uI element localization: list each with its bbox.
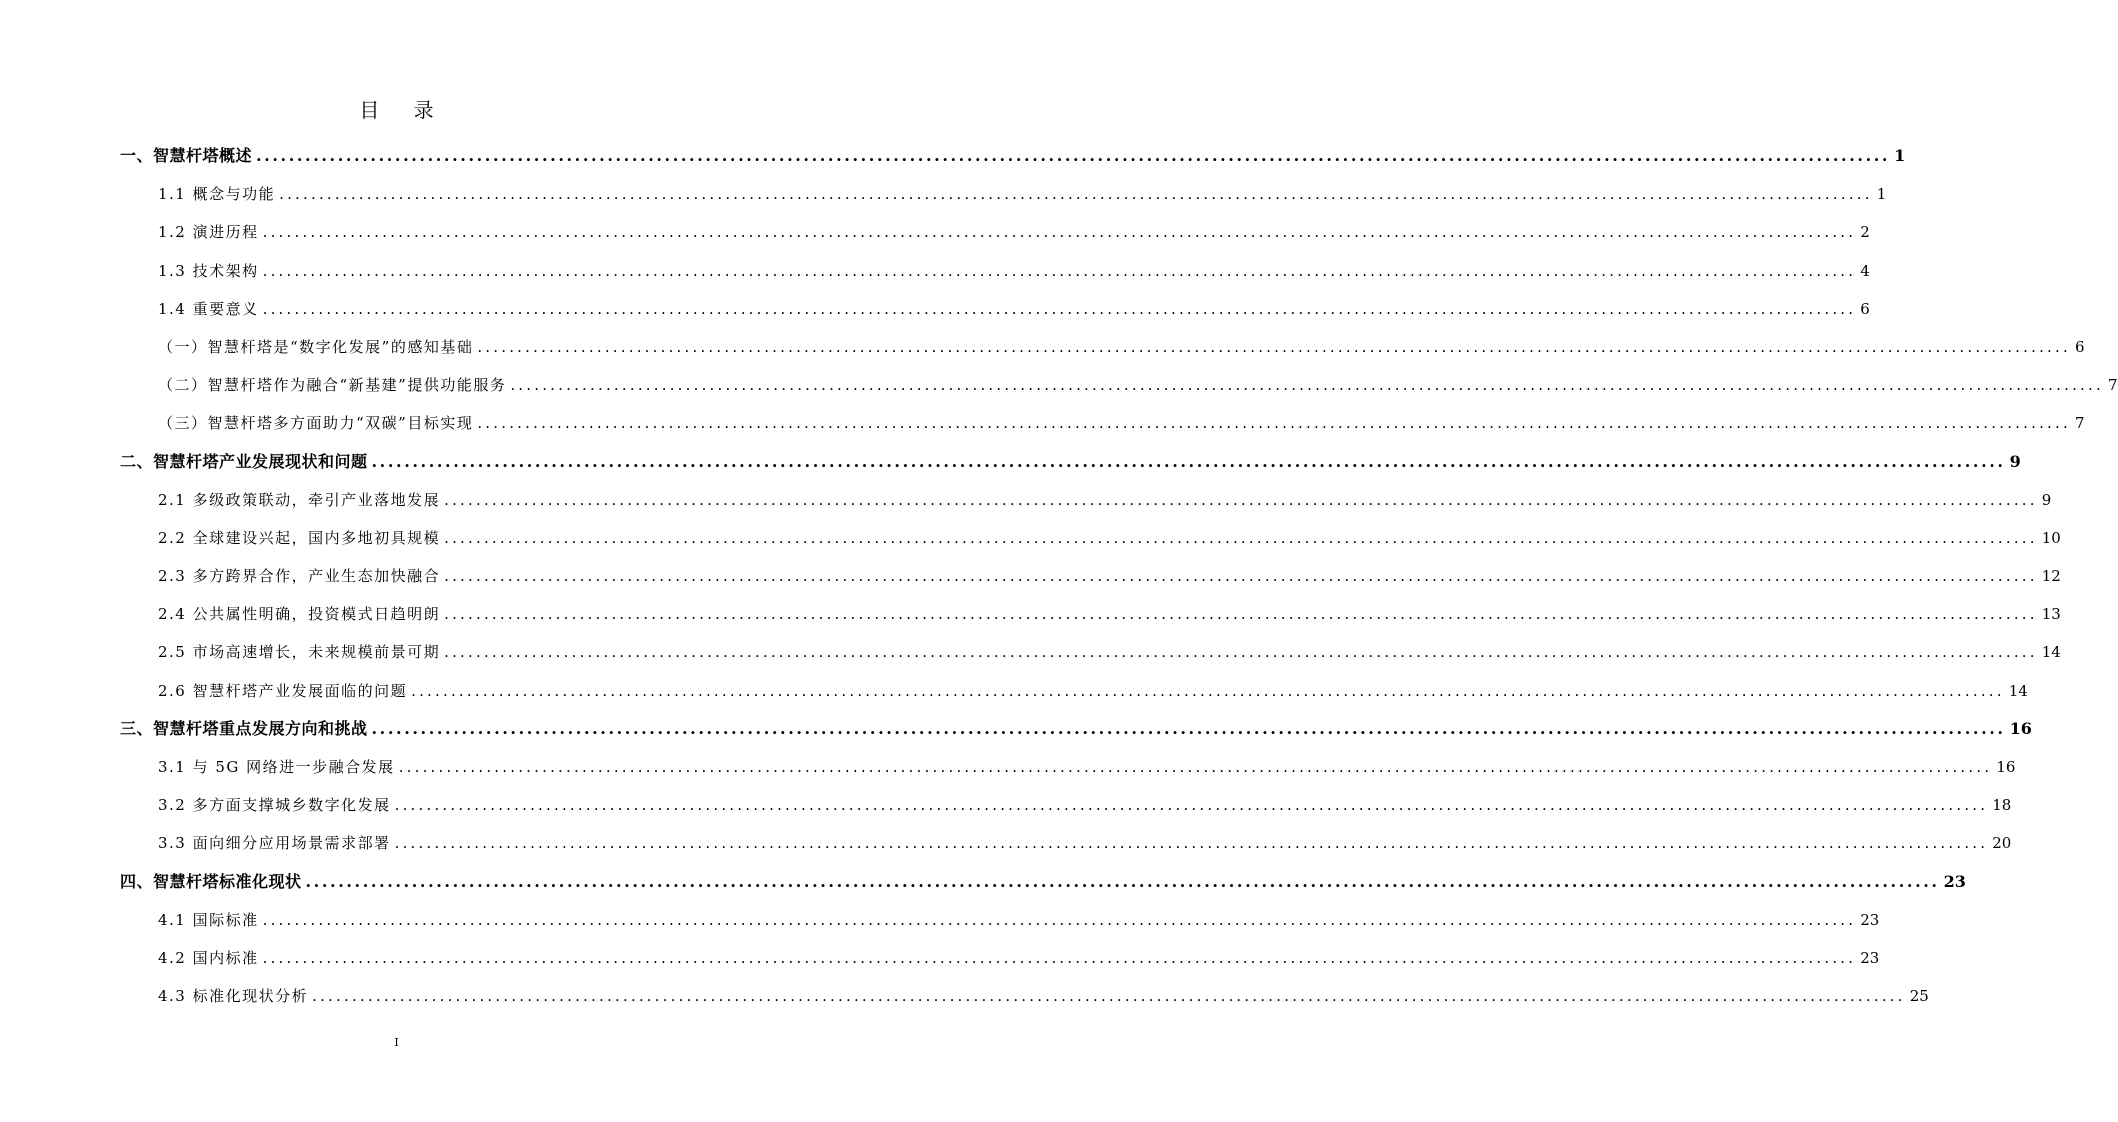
- toc-section-entry[interactable]: [120, 633, 2061, 671]
- toc-entry-page: 7: [2107, 376, 2118, 395]
- toc-section-entry[interactable]: [120, 939, 1880, 977]
- toc-dot-leader: ........................................................................................................................................................................................................: [444, 528, 2038, 547]
- toc-entry-page: 23: [1943, 871, 1966, 891]
- toc-section-entry[interactable]: [120, 977, 1929, 1015]
- toc-section-entry[interactable]: [120, 213, 1870, 251]
- toc-entry-page: 14: [2041, 643, 2061, 662]
- toc-entry-label: （三）智慧杆塔多方面助力“双碳”目标实现: [158, 414, 474, 433]
- toc-dot-leader: ........................................................................................................................................................................................................: [305, 871, 1940, 891]
- toc-dot-leader: ........................................................................................................................................................................................................: [371, 718, 2006, 738]
- toc-entry-label: 4.1 国际标准: [158, 910, 259, 929]
- toc-entry-page: 14: [2008, 681, 2028, 700]
- toc-section-entry[interactable]: [120, 404, 2085, 442]
- toc-section-entry[interactable]: [120, 290, 1870, 328]
- toc-entry-label: 1.4 重要意义: [158, 299, 259, 318]
- toc-entry-page: 7: [2074, 414, 2085, 433]
- toc-dot-leader: ........................................................................................................................................................................................................: [262, 299, 1857, 318]
- toc-entry-label: 2.1 多级政策联动，牵引产业落地发展: [158, 490, 441, 509]
- toc-entry-page: 4: [1860, 261, 1870, 280]
- toc-dot-leader: ........................................................................................................................................................................................................: [371, 451, 2006, 471]
- toc-section-entry[interactable]: [120, 328, 2085, 366]
- toc-entry-page: 12: [2041, 567, 2061, 586]
- toc-entry-page: 20: [1992, 834, 2012, 853]
- toc-entry-label: 四、智慧杆塔标准化现状: [120, 871, 302, 891]
- toc-entry-page: 23: [1860, 948, 1880, 967]
- toc-section-entry[interactable]: [120, 595, 2061, 633]
- toc-chapter-entry[interactable]: [120, 710, 2032, 748]
- toc-dot-leader: ........................................................................................................................................................................................................: [444, 605, 2038, 624]
- toc-dot-leader: ........................................................................................................................................................................................................: [398, 758, 1993, 776]
- table-of-contents: [120, 137, 2118, 1015]
- toc-entry-label: 4.2 国内标准: [158, 948, 259, 967]
- toc-entry-label: 4.3 标准化现状分析: [158, 987, 309, 1006]
- toc-entry-label: 1.2 演进历程: [158, 223, 259, 242]
- toc-section-entry[interactable]: [120, 786, 2012, 824]
- toc-dot-leader: ........................................................................................................................................................................................................: [477, 414, 2071, 433]
- toc-entry-label: 一、智慧杆塔概述: [120, 146, 253, 165]
- toc-section-entry[interactable]: [120, 824, 2012, 862]
- toc-entry-label: 2.6 智慧杆塔产业发展面临的问题: [158, 681, 408, 700]
- toc-entry-page: 6: [2074, 337, 2085, 356]
- toc-section-entry[interactable]: [120, 672, 2028, 710]
- toc-title: 目 录: [359, 98, 448, 122]
- toc-entry-label: 1.1 概念与功能: [158, 185, 276, 204]
- toc-dot-leader: ........................................................................................................................................................................................................: [394, 796, 1989, 815]
- toc-dot-leader: ........................................................................................................................................................................................................: [262, 261, 1857, 280]
- toc-entry-page: 1: [1876, 185, 1887, 204]
- page-number: I: [394, 1036, 399, 1049]
- toc-dot-leader: ........................................................................................................................................................................................................: [262, 223, 1857, 242]
- toc-section-entry[interactable]: [120, 366, 2118, 404]
- toc-dot-leader: ........................................................................................................................................................................................................: [262, 910, 1857, 929]
- toc-entry-label: 二、智慧杆塔产业发展现状和问题: [120, 451, 368, 471]
- toc-dot-leader: ........................................................................................................................................................................................................: [444, 490, 2038, 509]
- toc-entry-page: 9: [2009, 451, 2021, 471]
- toc-chapter-entry[interactable]: [120, 443, 2021, 481]
- toc-dot-leader: ........................................................................................................................................................................................................: [444, 643, 2038, 662]
- toc-dot-leader: ........................................................................................................................................................................................................: [279, 185, 1873, 204]
- toc-entry-label: 2.5 市场高速增长，未来规模前景可期: [158, 643, 441, 662]
- toc-section-entry[interactable]: [120, 519, 2061, 557]
- toc-section-entry[interactable]: [120, 175, 1887, 213]
- toc-dot-leader: ........................................................................................................................................................................................................: [477, 337, 2071, 356]
- toc-entry-page: 25: [1909, 987, 1929, 1006]
- toc-entry-label: 2.4 公共属性明确，投资模式日趋明朗: [158, 605, 441, 624]
- toc-entry-label: 3.2 多方面支撑城乡数字化发展: [158, 796, 391, 815]
- toc-section-entry[interactable]: [120, 481, 2052, 519]
- toc-section-entry[interactable]: [120, 748, 2016, 786]
- toc-entry-page: 2: [1860, 223, 1870, 242]
- toc-entry-label: 2.3 多方跨界合作，产业生态加快融合: [158, 567, 441, 586]
- toc-section-entry[interactable]: [120, 252, 1870, 290]
- toc-entry-page: 16: [1996, 758, 2016, 776]
- toc-entry-label: （二）智慧杆塔作为融合“新基建”提供功能服务: [158, 376, 507, 395]
- toc-entry-page: 23: [1860, 910, 1880, 929]
- toc-chapter-entry[interactable]: [120, 863, 1966, 901]
- toc-entry-label: 3.3 面向细分应用场景需求部署: [158, 834, 391, 853]
- toc-section-entry[interactable]: [120, 901, 1880, 939]
- toc-entry-label: （一）智慧杆塔是“数字化发展”的感知基础: [158, 337, 474, 356]
- toc-dot-leader: ........................................................................................................................................................................................................: [312, 987, 1906, 1006]
- toc-entry-label: 1.3 技术架构: [158, 261, 259, 280]
- toc-entry-page: 9: [2041, 490, 2052, 509]
- toc-entry-label: 三、智慧杆塔重点发展方向和挑战: [120, 718, 368, 738]
- toc-entry-page: 13: [2041, 605, 2061, 624]
- toc-chapter-entry[interactable]: [120, 137, 1906, 175]
- toc-entry-label: 2.2 全球建设兴起，国内多地初具规模: [158, 528, 441, 547]
- toc-entry-page: 18: [1992, 796, 2012, 815]
- toc-dot-leader: ........................................................................................................................................................................................................: [394, 834, 1989, 853]
- toc-dot-leader: ........................................................................................................................................................................................................: [256, 146, 1891, 165]
- toc-section-entry[interactable]: [120, 557, 2061, 595]
- toc-entry-page: 1: [1894, 146, 1906, 165]
- toc-entry-label: 3.1 与 5G 网络进一步融合发展: [158, 758, 395, 776]
- toc-dot-leader: ........................................................................................................................................................................................................: [411, 681, 2005, 700]
- toc-entry-page: 10: [2041, 528, 2061, 547]
- toc-entry-page: 16: [2009, 718, 2032, 738]
- toc-dot-leader: ........................................................................................................................................................................................................: [262, 948, 1857, 967]
- toc-dot-leader: ........................................................................................................................................................................................................: [510, 376, 2104, 395]
- toc-entry-page: 6: [1860, 299, 1870, 318]
- toc-dot-leader: ........................................................................................................................................................................................................: [444, 567, 2038, 586]
